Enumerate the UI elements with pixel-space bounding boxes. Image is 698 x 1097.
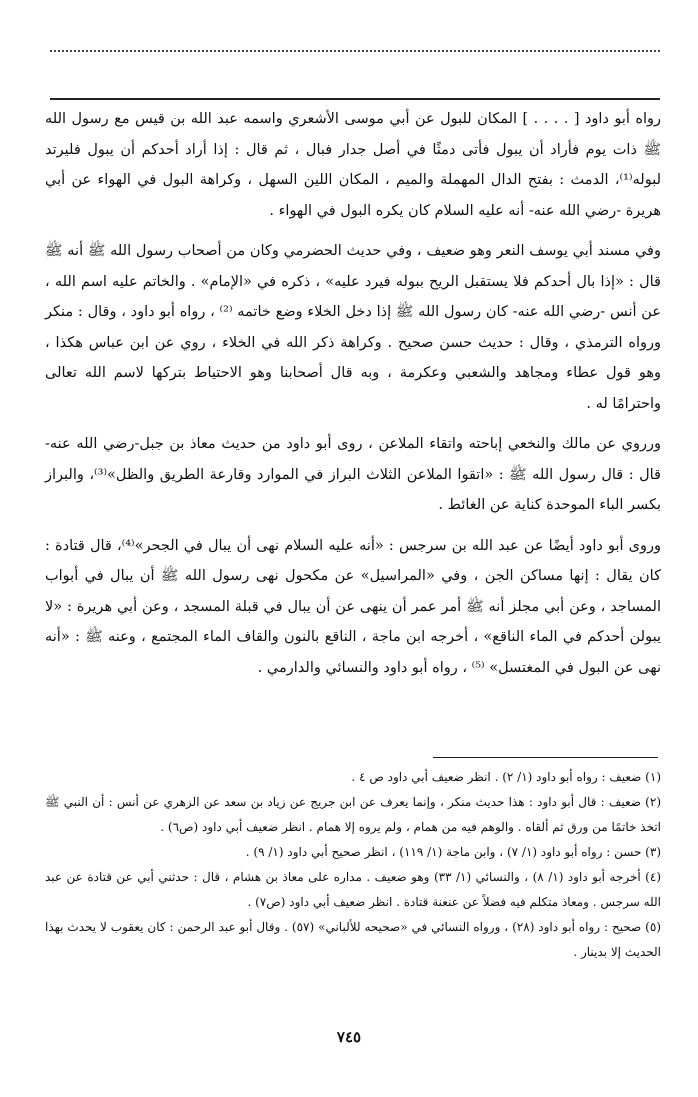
- paragraph: ورروي عن مالك والنخعي إباحته واتقاء الملاعن ، روى أبو داود من حديث معاذ بن جبل-رضي الله عنه- قال : قال رسول الله ﷺ : «اتقوا الملاعن الثلاث البراز في الموارد وقارعة الطريق والظل»⁽³⁾، والبراز بكسر الباء الموحدة كناية عن الغائط .: [45, 436, 661, 513]
- footnote-separator: [433, 757, 658, 758]
- header-dotted-line: [50, 50, 660, 52]
- footnote: (٣) حسن : رواه أبو داود (١/ ٧) ، وابن ماجة (١/ ١١٩) ، انظر صحيح أبي داود (١/ ٩) .: [245, 845, 661, 859]
- paragraph: وروى أبو داود أيضًا عن عبد الله بن سرجس : «أنه عليه السلام نهى أن يبال في الجحر»⁽⁴⁾، قال قتادة : كان يقال : إنها مساكن الجن ، وفي «المراسيل» عن مكحول نهى رسول الله ﷺ أن يبال في أبواب المساجد ، وعن أبي مجلز أنه ﷺ أمر عمر أن ينهى عن أن يبال في قبلة المسجد ، وعن أبي هريرة : «لا يبولن أحدكم في الماء الناقع» ، أخرجه ابن ماجة ، الناقع بالنون والقاف الماء المجتمع ، وعنه ﷺ : «أنه نهى عن البول في المغتسل» ⁽⁵⁾ ، رواه أبو داود والنسائي والدارمي .: [45, 537, 661, 676]
- footnote: (٢) ضعيف : قال أبو داود : هذا حديث منكر ، وإنما يعرف عن ابن جريج عن زياد بن سعد عن الزهري عن أنس : أن النبي ﷺ اتخذ خاتمًا من ورق ثم ألقاه . والوهم فيه من همام ، ولم يروه إلا همام . انظر ضعيف أبي داود (ص٦) .: [45, 795, 661, 834]
- main-text: [45, 104, 661, 683]
- paragraph: وفي مسند أبي يوسف النعر وهو ضعيف ، وفي حديث الحضرمي وكان من أصحاب رسول الله ﷺ أنه ﷺ قال : «إذا بال أحدكم فلا يستقبل الريح ببوله فيرد عليه» ، ذكره في «الإمام» . والخاتم عليه اسم الله ، عن أنس -رضي الله عنه- كان رسول الله ﷺ إذا دخل الخلاء وضع خاتمه ⁽²⁾ ، رواه أبو داود ، وقال : منكر ورواه الترمذي ، وقال : حديث حسن صحيح . وكراهة ذكر الله في الخلاء ، روي عن ابن عباس هكذا ، وهو قول عطاء ومجاهد والشعبي وعكرمة ، وبه قال أصحابنا وهو الاحتياط بتركها لاسم الله تعالى واحترامًا له .: [45, 243, 661, 412]
- footnote: (٤) أخرجه أبو داود (١/ ٨) ، والنسائي (١/ ٣٣) وهو ضعيف . مداره على معاذ بن هشام ، قال : حدثني أبي عن قتادة عن عبد الله سرجس . ومعاذ متكلم فيه فضلاً عن عنعنة قتادة . انظر ضعيف أبي داود (ص٧) .: [45, 870, 661, 909]
- page-number: ٧٤٥: [336, 1028, 362, 1046]
- footnote: (٥) صحيح : رواه أبو داود (٢٨) ، ورواه النسائي في «صحيحه للألباني» (٥٧) . وقال أبو عبد الرحمن : كان يعقوب لا يحدث بهذا الحديث إلا بدينار .: [45, 920, 661, 959]
- footnotes: [45, 765, 661, 965]
- footnote: (١) ضعيف : رواه أبو داود (١/ ٢) . انظر ضعيف أبي داود ص ٤ .: [351, 770, 661, 784]
- header-rule: [50, 98, 660, 100]
- paragraph: رواه أبو داود [ . . . . ] المكان للبول عن أبي موسى الأشعري واسمه عبد الله بن قيس مع رسول الله ﷺ ذات يوم فأراد أن يبول فأتى دمثًا في أصل جدار فبال ، ثم قال : إذا أراد أحدكم أن يبول فليرتد لبوله⁽¹⁾، الدمث : بفتح الدال المهملة والميم ، المكان اللين السهل ، وكراهة البول في الهواء عن أبي هريرة -رضي الله عنه- أنه عليه السلام كان يكره البول في الهواء .: [45, 111, 661, 219]
